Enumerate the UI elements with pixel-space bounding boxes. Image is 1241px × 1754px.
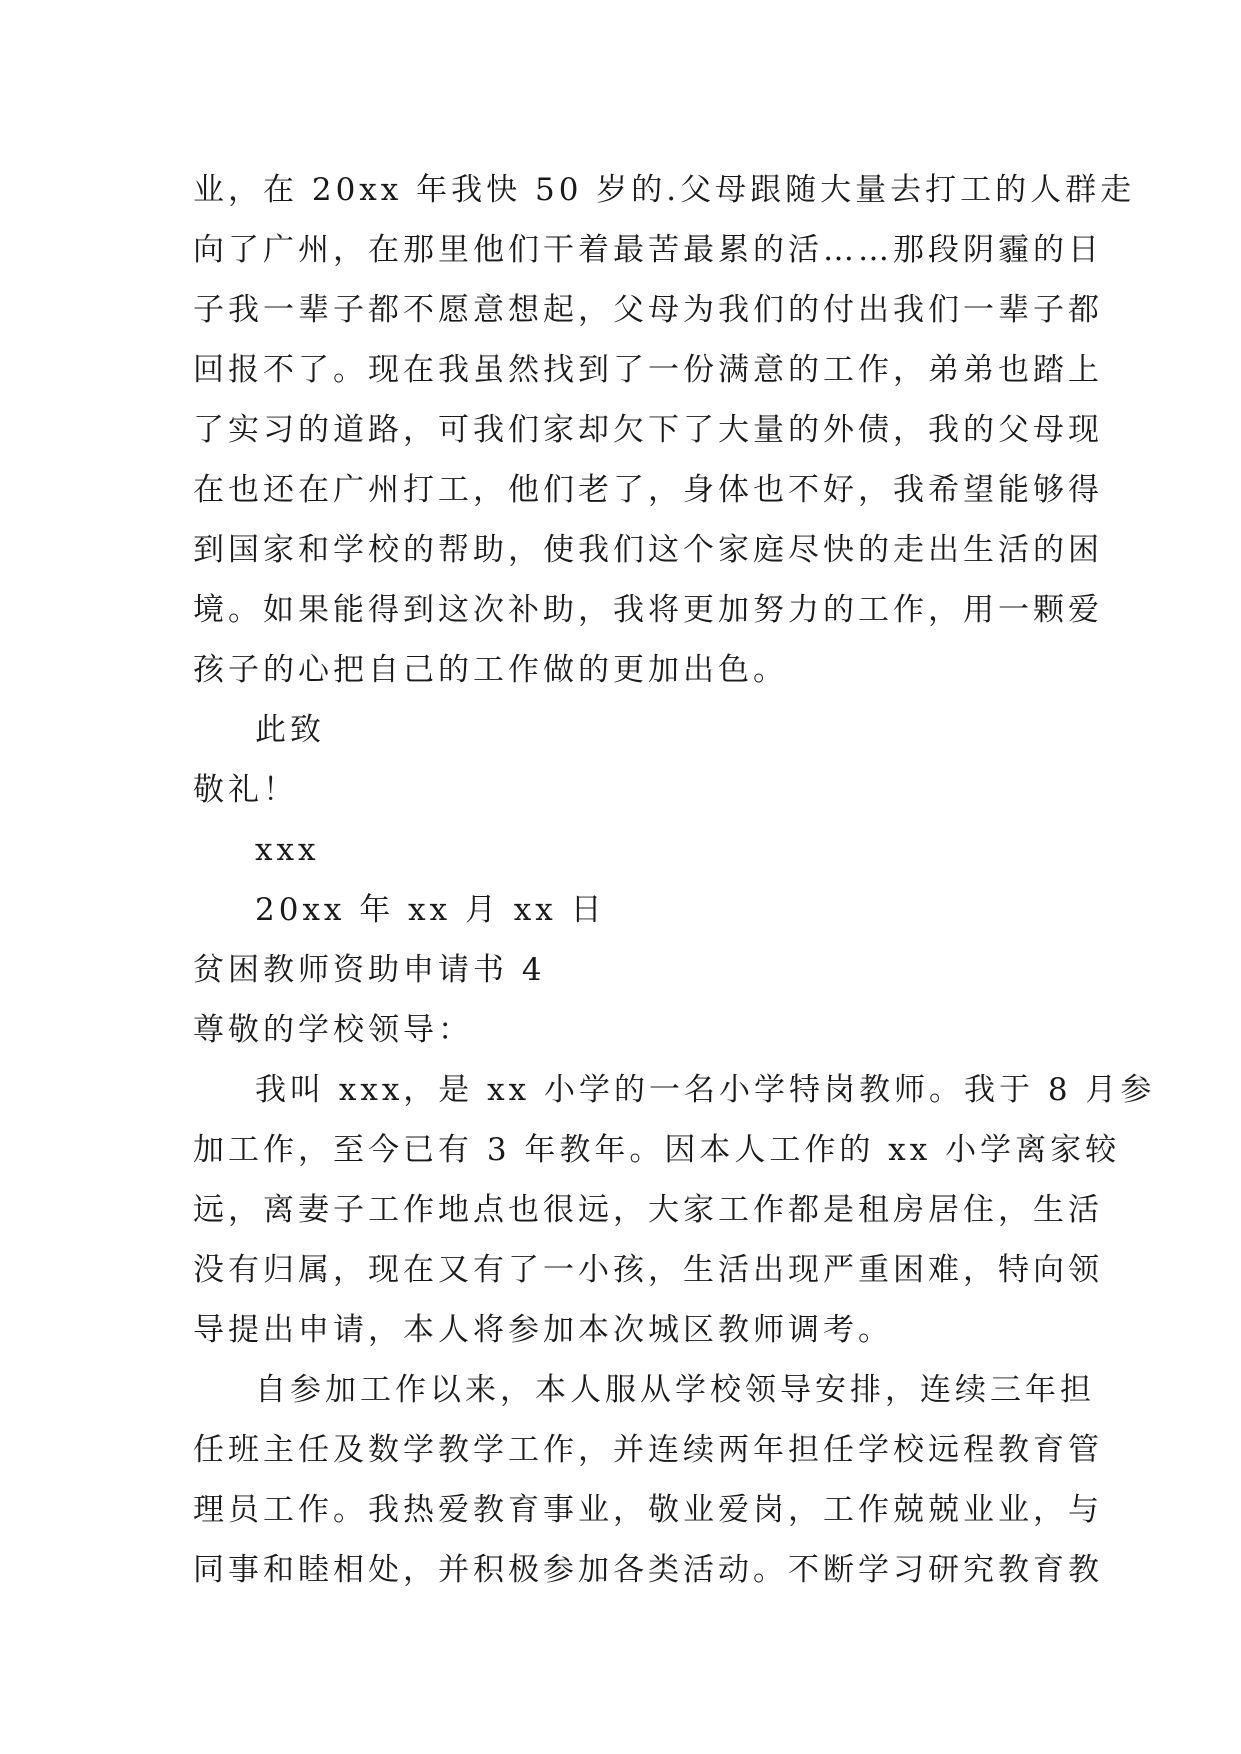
text-line: 子我一辈子都不愿意想起，父母为我们的付出我们一辈子都	[193, 292, 1103, 328]
text-line: xxx	[255, 832, 320, 868]
text-line: 贫困教师资助申请书 4	[193, 952, 546, 988]
text-line: 我叫 xxx，是 xx 小学的一名小学特岗教师。我于 8 月参	[255, 1072, 1156, 1108]
text-line: 没有归属，现在又有了一小孩，生活出现严重困难，特向领	[193, 1252, 1103, 1288]
text-line: 向了广州，在那里他们干着最苦最累的活……那段阴霾的日	[193, 232, 1103, 268]
text-line: 加工作，至今已有 3 年教年。因本人工作的 xx 小学离家较	[193, 1132, 1121, 1168]
text-line: 境。如果能得到这次补助，我将更加努力的工作，用一颗爱	[193, 592, 1103, 628]
text-line: 自参加工作以来，本人服从学校领导安排，连续三年担	[255, 1372, 1095, 1408]
text-line: 导提出申请，本人将参加本次城区教师调考。	[193, 1312, 893, 1348]
text-line: 同事和睦相处，并积极参加各类活动。不断学习研究教育教	[193, 1552, 1103, 1588]
text-line: 尊敬的学校领导：	[193, 1012, 473, 1048]
text-line: 在也还在广州打工，他们老了，身体也不好，我希望能够得	[193, 472, 1103, 508]
document-body	[193, 160, 1156, 1600]
text-line: 敬礼！	[193, 772, 298, 808]
text-line: 业，在 20xx 年我快 50 岁的.父母跟随大量去打工的人群走	[193, 172, 1136, 208]
text-line: 到国家和学校的帮助，使我们这个家庭尽快的走出生活的困	[193, 532, 1103, 568]
text-line: 任班主任及数学教学工作，并连续两年担任学校远程教育管	[193, 1432, 1103, 1468]
text-line: 20xx 年 xx 月 xx 日	[255, 892, 606, 928]
text-line: 远，离妻子工作地点也很远，大家工作都是租房居住，生活	[193, 1192, 1103, 1228]
text-line: 此致	[255, 712, 325, 748]
text-line: 理员工作。我热爱教育事业，敬业爱岗，工作兢兢业业，与	[193, 1492, 1103, 1528]
text-line: 了实习的道路，可我们家却欠下了大量的外债，我的父母现	[193, 412, 1103, 448]
text-line: 回报不了。现在我虽然找到了一份满意的工作，弟弟也踏上	[193, 352, 1103, 388]
text-line: 孩子的心把自己的工作做的更加出色。	[193, 652, 788, 688]
